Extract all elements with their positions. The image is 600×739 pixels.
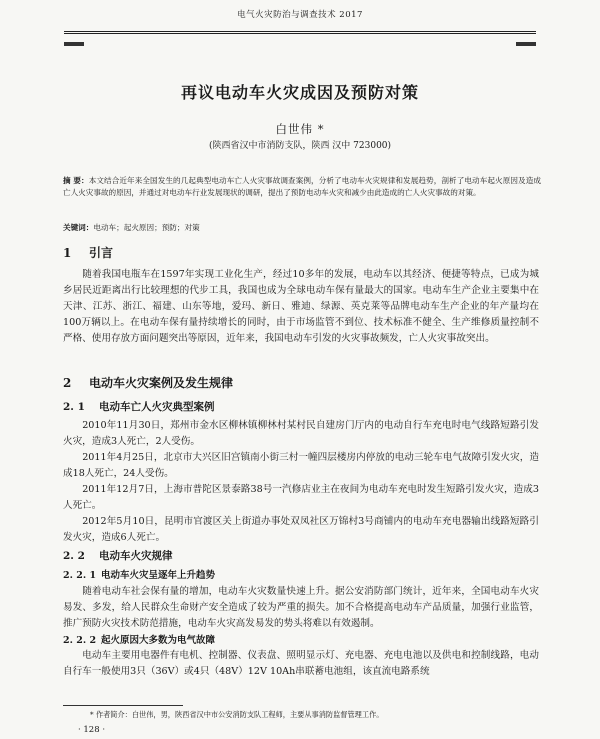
- paragraph-electrical-fault: 电动车主要用电器件有电机、控制器、仪表盘、照明显示灯、充电器、充电电池以及供电和控制线路，电动自行车一般使用3只（36V）或4只（48V）12V 10Ah串联蓄电池组，该直流电路系统: [63, 650, 539, 677]
- header-rule: [64, 31, 536, 32]
- section-title: 引言: [89, 246, 114, 260]
- footnote-rule: [63, 705, 183, 706]
- section-heading-1: [63, 244, 113, 261]
- paragraph-case-2: 2011年4月25日，北京市大兴区旧宫镇南小街三村一幢四层楼房内停放的电动三轮车电气故障引发火灾，造成18人死亡，24人受伤。: [63, 452, 539, 479]
- running-head: 电气火灾防治与调查技术 2017: [237, 10, 363, 20]
- subsubsection-title: 电动车火灾呈逐年上升趋势: [101, 570, 216, 581]
- keywords-text: 电动车；起火原因；预防；对策: [93, 223, 200, 232]
- section-number: 2: [63, 376, 72, 390]
- paper-title: 再议电动车火灾成因及预防对策: [180, 83, 419, 102]
- abstract: [63, 175, 541, 199]
- section-number: 1: [63, 246, 72, 260]
- keywords-label: 关键词：: [63, 223, 94, 232]
- section-heading-2: [63, 374, 233, 391]
- page-number: · 128 ·: [78, 725, 106, 735]
- author: 白世伟 *: [275, 122, 325, 136]
- abstract-text: 本文结合近年来全国发生的几起典型电动车亡人火灾事故调查案例，分析了电动车火灾规律和发展趋势，剖析了电动车起火原因及造成亡人火灾事故的原因，并通过对电动车行业发展现状的调研，提出了预防电动车火灾和减少由此造成的亡人火灾事故的对策。: [63, 176, 541, 198]
- paragraph-case-4: 2012年5月10日，昆明市官渡区关上街道办事处双凤社区万锦村3号商铺内的电动车充电器输出线路短路引发火灾，造成6人死亡。: [63, 516, 539, 543]
- subsection-title: 电动车亡人火灾典型案例: [99, 401, 215, 413]
- paragraph-intro: 随着我国电瓶车在1597年实现工业化生产，经过10多年的发展，电动车以其经济、便捷等特点，已成为城乡居民近距离出行比较理想的代步工具，我国也成为全球电动车保有量最大的国家。电动车生产企业主要集中在天津、江苏、浙江、福建、山东等地，爱玛、新日、雅迪、绿源、英克莱等品牌电动车生产企业的年产量均在100万辆以上。在电动车保有量持续增长的同时，由于市场监管不到位、技术标准不健全、生产维修质量控制不严格、使用存放方面问题突出等原因，近年来，我国电动车引发的火灾事故频发，亡人火灾事故突出。: [63, 269, 539, 344]
- footnote: * 作者简介：白世伟，男，陕西省汉中市公安消防支队工程师，主要从事消防监督管理工作。: [90, 710, 384, 719]
- keywords: [63, 222, 541, 233]
- subsubsection-number: 2. 2. 2: [63, 635, 97, 646]
- subsection-heading-2-1: [63, 399, 215, 414]
- paragraph-case-3: 2011年12月7日，上海市普陀区景泰路38号一汽修店业主在夜间为电动车充电时发生短路引发火灾，造成3人死亡。: [63, 484, 539, 511]
- subsubsection-title: 起火原因大多数为电气故障: [101, 635, 216, 646]
- subsubsection-heading-2-2-2: [63, 632, 215, 646]
- subsubsection-heading-2-2-1: [63, 567, 215, 581]
- abstract-label: 摘 要：: [63, 176, 89, 185]
- subsection-number: 2. 2: [63, 550, 85, 562]
- affiliation: (陕西省汉中市消防支队，陕西 汉中 723000): [208, 141, 392, 151]
- subsection-title: 电动车火灾规律: [99, 550, 173, 562]
- header-mark-left: [64, 42, 84, 46]
- subsection-number: 2. 1: [63, 401, 85, 413]
- header-mark-right: [516, 42, 536, 46]
- section-title: 电动车火灾案例及发生规律: [89, 376, 234, 390]
- paragraph-case-1: 2010年11月30日，郑州市金水区柳林镇柳林村某村民自建房门厅内的电动自行车充电时电气线路短路引发火灾，造成3人死亡，2人受伤。: [63, 420, 539, 447]
- paragraph-rising-trend: 随着电动车社会保有量的增加，电动车火灾数量快速上升。据公安消防部门统计，近年来，全国电动车火灾易发、多发，给人民群众生命财产安全造成了较为严重的损失。加不合格提高电动车产品质量，加强行业监管，推广预防火灾技术防范措施，电动车火灾高发易发的势头将难以有效遏制。: [63, 586, 539, 629]
- header-rule-thin: [64, 33, 536, 34]
- subsubsection-number: 2. 2. 1: [63, 570, 97, 581]
- subsection-heading-2-2: [63, 548, 173, 563]
